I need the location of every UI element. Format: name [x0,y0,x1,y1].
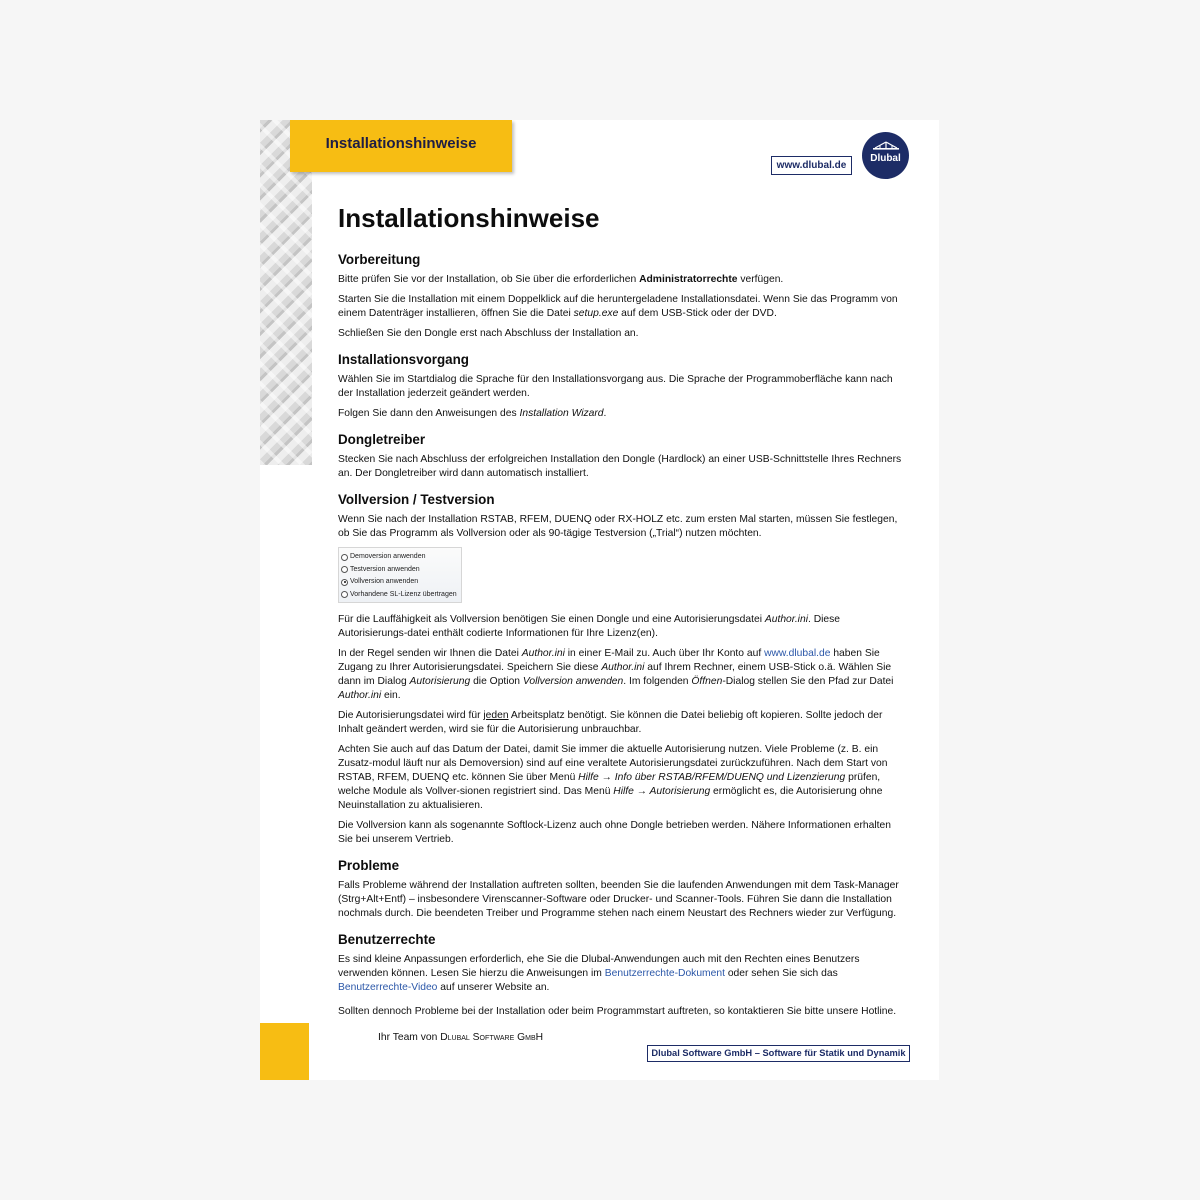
italic-text: Author.ini [521,648,565,659]
main-content [338,202,908,1045]
decorative-yellow-block [260,1023,309,1080]
dlubal-bridge-logo-icon [872,141,900,153]
paragraph: Falls Probleme während der Installation auftreten sollten, beenden Sie die laufenden Anwendungen mit dem Task-Manager (Strg+Alt+Entf) – insbesondere Virenscanner-Software oder Drucker- und Scanner-Tools. Führen Sie dann die Installation nochmals durch. Die beendeten Treiber und Programme stehen nach einem Neustart des Rechners wieder zur Verfügung. [338,880,899,919]
radio-label: Testversion anwenden [350,565,420,573]
section-heading: Vorbereitung [338,252,421,267]
section-installationsvorgang [338,351,908,421]
text-run: ein. [381,690,401,701]
italic-text: Vollversion anwenden [522,676,624,687]
text-run: Achten Sie auch auf das Datum der Datei, damit Sie immer die aktuelle Autorisierung nutzen. Viele Probleme (z. B. ein Zusatz-modul läuft nur als Demoversion) sind auf eine veraltete Autorisierungsdatei zurückzuführen. Nach dem Start von RSTAB, RFEM, DUENQ etc. können Sie über Menü [338,744,888,783]
text-run: . Diese Autorisierungs-datei enthält codierte Informationen für Ihre Lizenz(en). [338,614,841,639]
radio-button-selected[interactable] [341,579,348,586]
section-vollversion [338,491,908,847]
italic-text: Hilfe → Autorisierung [613,786,711,797]
radio-label: Vollversion anwenden [350,578,419,586]
paragraph [338,709,908,737]
italic-text: Öffnen [691,676,723,687]
footer-company-tagline [647,1045,910,1062]
section-benutzerrechte [338,931,908,995]
text-run: ermöglicht es, die Autorisierung ohne Neuinstallation zu aktualisieren. [338,786,883,811]
paragraph: Wählen Sie im Startdialog die Sprache für den Installationsvorgang aus. Die Sprache der Programmoberfläche kann nach der Installation jederzeit geändert werden. [338,374,893,399]
italic-text: Author.ini [601,662,645,673]
closing-paragraph: Sollten dennoch Probleme bei der Installation oder beim Programmstart auftreten, so kontaktieren Sie bitte unsere Hotline. [338,1006,897,1017]
radio-option-testversion[interactable] [341,564,461,577]
text-run: -Dialog stellen Sie den Pfad zur Datei [722,676,894,687]
text-run: oder sehen Sie sich das [724,968,838,979]
underlined-text: jeden [483,710,509,721]
footer-text: Dlubal Software GmbH – Software für Statik und Dynamik [651,1048,906,1058]
radio-button[interactable] [341,554,348,561]
paragraph [338,293,908,321]
text-run: auf dem USB-Stick oder der DVD. [618,308,777,319]
paragraph [338,953,908,995]
radio-option-sl-lizenz[interactable] [341,589,461,602]
section-heading: Installationsvorgang [338,352,469,367]
radio-button[interactable] [341,566,348,573]
radio-button[interactable] [341,591,348,598]
license-option-radio-group [338,547,462,603]
text-run: Für die Lauffähigkeit als Vollversion benötigen Sie einen Dongle und eine Autorisierungsdatei [338,614,765,625]
section-vorbereitung [338,251,908,341]
text-run: Es sind kleine Anpassungen erforderlich, ehe Sie die Dlubal-Anwendungen auch mit den Rechten eines Benutzers verwenden können. Lesen Sie hierzu die Anweisungen im [338,954,860,979]
benutzerrechte-video-link[interactable]: Benutzerrechte-Video [338,982,438,993]
text-run: die Option [470,676,523,687]
text-run: verfügen. [737,274,784,285]
header-tab-label: Installationshinweise [325,135,477,152]
radio-label: Vorhandene SL-Lizenz übertragen [350,590,457,598]
italic-text: Author.ini [764,614,808,625]
paragraph: Stecken Sie nach Abschluss der erfolgreichen Installation den Dongle (Hardlock) an einer USB-Schnittstelle Ihres Rechners an. Der Dongletreiber wird dann automatisch installiert. [338,454,902,479]
header-tab [290,120,512,172]
logo-text: Dlubal [870,153,901,164]
text-run: . Im folgenden [623,676,692,687]
italic-text: Hilfe → Info über RSTAB/RFEM/DUENQ und Lizenzierung [578,772,846,783]
benutzerrechte-document-link[interactable]: Benutzerrechte-Dokument [604,968,725,979]
section-heading: Vollversion / Testversion [338,492,495,507]
paragraph [338,613,908,641]
text-run: in einer E-Mail zu. Auch über Ihr Konto auf [564,648,765,659]
italic-text: setup.exe [573,308,619,319]
section-heading: Benutzerrechte [338,932,436,947]
bold-text: Administratorrechte [639,274,738,285]
document-page [260,120,939,1080]
radio-option-vollversion[interactable] [341,576,461,589]
text-run: auf unserer Website an. [437,982,550,993]
section-probleme [338,857,908,921]
signature-company: Dlubal Software GmbH [440,1032,544,1043]
text-run: . [603,408,607,419]
signature [378,1031,908,1045]
text-run: Bitte prüfen Sie vor der Installation, ob Sie über die erforderlichen [338,274,640,285]
text-run: In der Regel senden wir Ihnen die Datei [338,648,522,659]
paragraph [338,407,908,421]
text-run: Starten Sie die Installation mit einem Doppelklick auf die heruntergeladene Installationsdatei. Wenn Sie das Programm von einem Datenträger installieren, öffnen Sie die Datei [338,294,898,319]
website-url-text: www.dlubal.de [776,160,847,171]
paragraph: Die Vollversion kann als sogenannte Softlock-Lizenz auch ohne Dongle betrieben werden. Nähere Informationen erhalten Sie bei unserem Vertrieb. [338,820,891,845]
italic-text: Author.ini [338,690,382,701]
radio-option-demoversion[interactable] [341,551,461,564]
paragraph [338,743,908,813]
section-dongletreiber [338,431,908,481]
section-heading: Dongletreiber [338,432,426,447]
text-run: Die Autorisierungsdatei wird für [338,710,484,721]
italic-text: Autorisierung [409,676,471,687]
website-url[interactable] [771,156,852,175]
dlubal-website-link[interactable]: www.dlubal.de [764,648,831,659]
text-run: Folgen Sie dann den Anweisungen des [338,408,520,419]
text-run: haben Sie Zugang zu Ihrer Autorisierungsdatei. Speichern Sie diese [338,648,880,673]
italic-text: Installation Wizard [519,408,604,419]
dlubal-logo [862,132,909,179]
text-run: prüfen, welche Module als Vollver-sionen registriert sind. Das Menü [338,772,881,797]
section-heading: Probleme [338,858,400,873]
page-title: Installationshinweise [338,203,600,233]
radio-label: Demoversion anwenden [350,553,426,561]
paragraph [338,647,908,703]
paragraph [338,273,908,287]
paragraph: Wenn Sie nach der Installation RSTAB, RFEM, DUENQ oder RX-HOLZ etc. zum ersten Mal starten, müssen Sie festlegen, ob Sie das Programm als Vollversion oder als 90-tägige Testversion („Trial“) nutzen möchten. [338,514,898,539]
text-run: auf Ihrem Rechner, einem USB-Stick o.ä. Wählen Sie dann im Dialog [338,662,892,687]
text-run: Arbeitsplatz benötigt. Sie können die Datei beliebig oft kopieren. Sollte jedoch der Inhalt geändert werden, wird sie für die Autorisierung unbrauchbar. [338,710,883,735]
paragraph: Schließen Sie den Dongle erst nach Abschluss der Installation an. [338,328,639,339]
signature-prefix: Ihr Team von [378,1032,441,1043]
